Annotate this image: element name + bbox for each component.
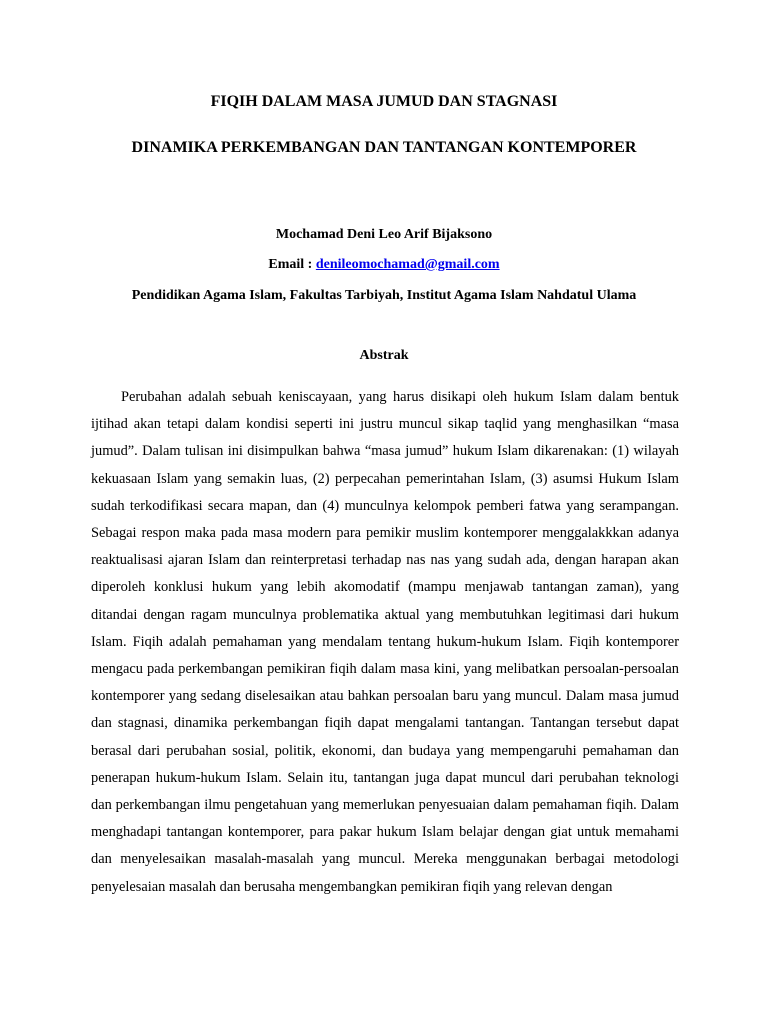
paper-title-line1: FIQIH DALAM MASA JUMUD DAN STAGNASI xyxy=(210,93,558,110)
email-label: Email : xyxy=(268,257,316,272)
paper-title-line2: DINAMIKA PERKEMBANGAN DAN TANTANGAN KONTEMPORER xyxy=(131,139,637,156)
abstract-body: Perubahan adalah sebuah keniscayaan, yang harus disikapi oleh hukum Islam dalam bentuk ijtihad akan tetapi dalam kondisi seperti ini justru muncul sikap taqlid yang menghasilkan “masa jumud”. Dalam tulisan ini disimpulkan bahwa “masa jumud” hukum Islam dikarenakan: (1) wilayah kekuasaan Islam yang semakin luas, (2) perpecahan pemerintahan Islam, (3) asumsi Hukum Islam sudah terkodifikasi secara mapan, dan (4) munculnya kelompok pemberi fatwa yang serampangan. Sebagai respon maka pada masa modern para pemikir muslim kontemporer menggalakkkan adanya reaktualisasi ajaran Islam dan reinterpretasi terhadap nas nas yang sudah ada, dengan harapan akan diperoleh konklusi hukum yang lebih akomodatif (mampu menjawab tantangan zaman), yang ditandai dengan ragam munculnya problematika aktual yang membutuhkan legitimasi dari hukum Islam. Fiqih adalah pemahaman yang mendalam tentang hukum-hukum Islam. Fiqih kontemporer mengacu pada perkembangan pemikiran fiqih dalam masa kini, yang melibatkan persoalan-persoalan kontemporer yang sedang diselesaikan atau bahkan persoalan baru yang muncul. Dalam masa jumud dan stagnasi, dinamika perkembangan fiqih dapat mengalami tantangan. Tantangan tersebut dapat berasal dari perubahan sosial, politik, ekonomi, dan budaya yang mempengaruhi pemahaman dan penerapan hukum-hukum Islam. Selain itu, tantangan juga dapat muncul dari perubahan teknologi dan perkembangan ilmu pengetahuan yang memerlukan penyesuaian dalam pemahaman fiqih. Dalam menghadapi tantangan kontemporer, para pakar hukum Islam belajar dengan giat untuk memahami dan menyelesaikan masalah-masalah yang muncul. Mereka menggunakan berbagai metodologi penyelesaian masalah dan berusaha mengembangkan pemikiran fiqih yang relevan dengan xyxy=(91,389,679,895)
email-link[interactable]: denileomochamad@gmail.com xyxy=(315,257,500,272)
author-name: Mochamad Deni Leo Arif Bijaksono xyxy=(275,227,493,242)
email-line xyxy=(0,257,768,273)
affiliation: Pendidikan Agama Islam, Fakultas Tarbiyah, Institut Agama Islam Nahdatul Ulama xyxy=(131,288,637,303)
abstract-heading: Abstrak xyxy=(359,348,409,363)
